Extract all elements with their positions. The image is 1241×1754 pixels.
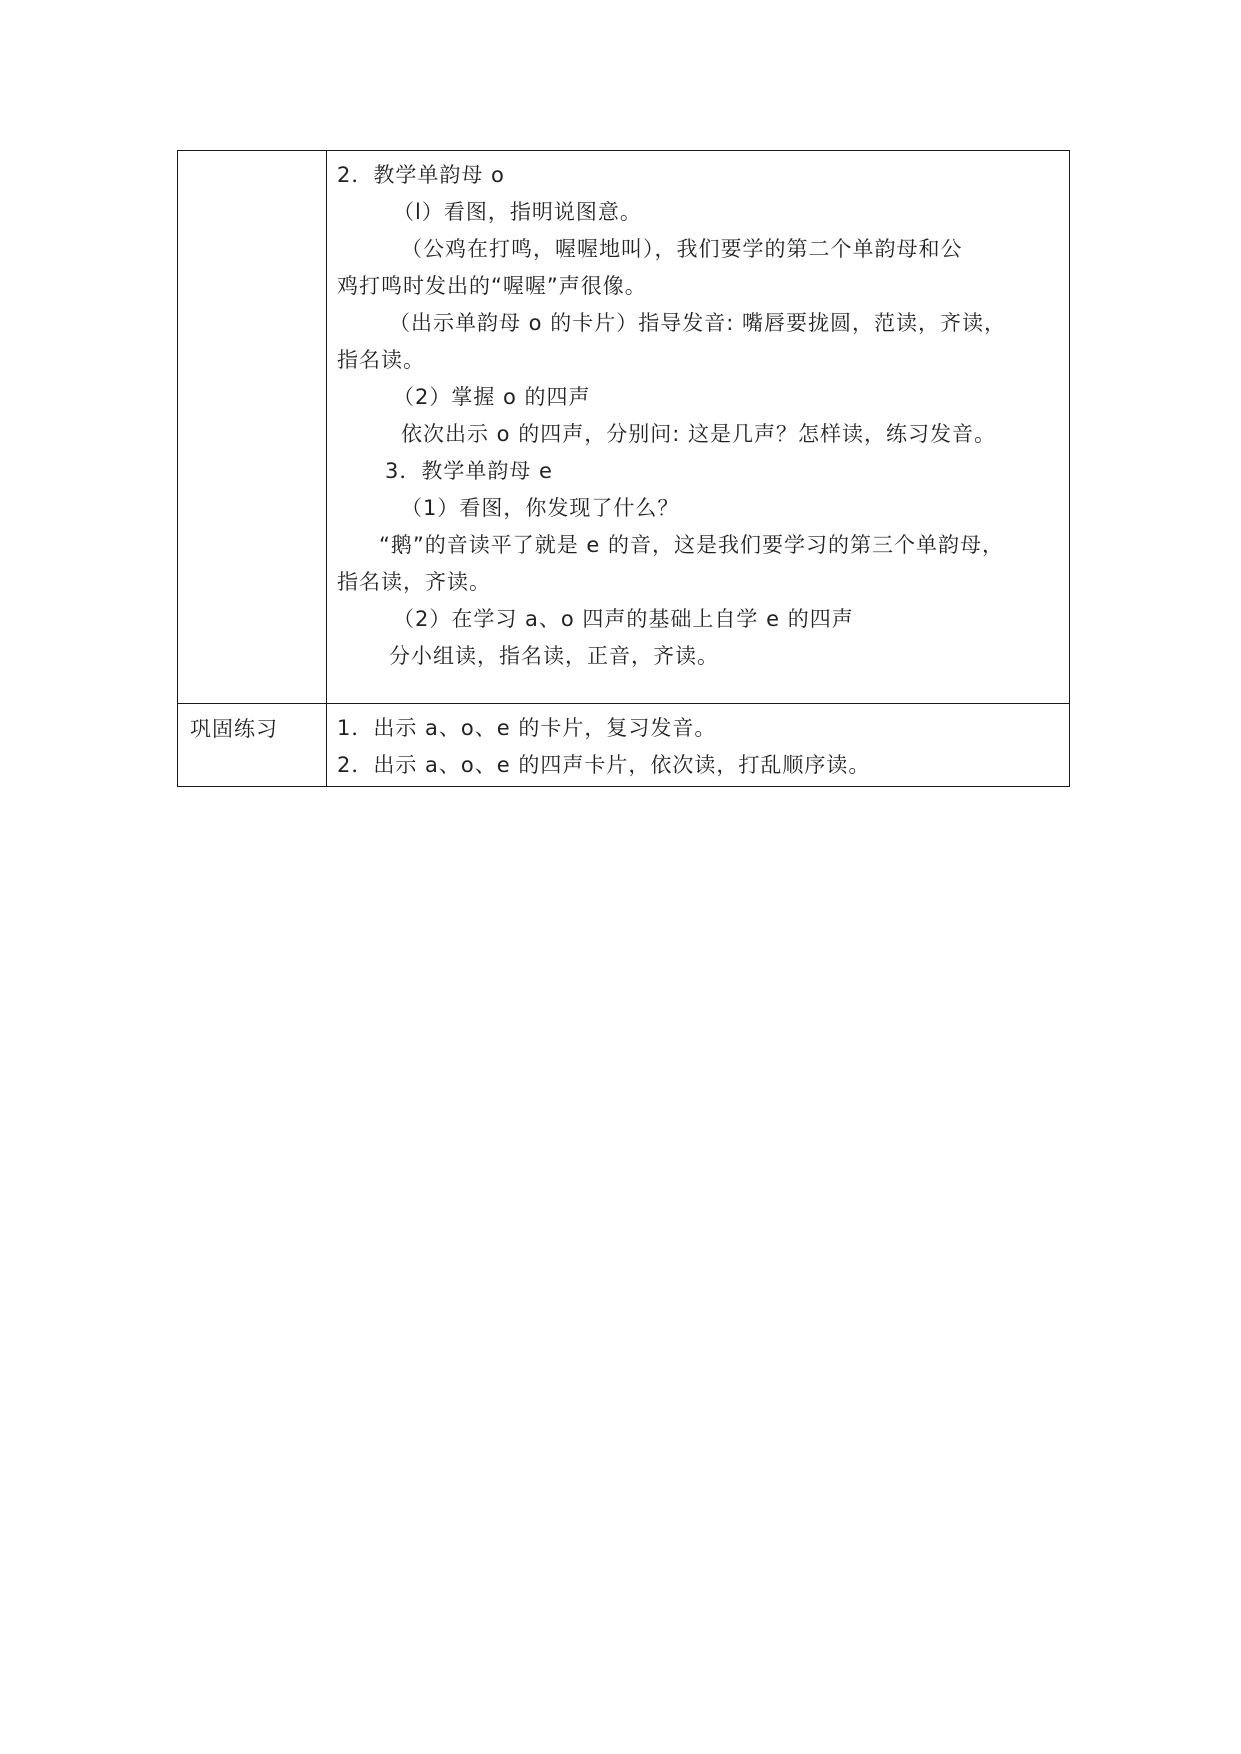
section-content-cell (327, 151, 1070, 704)
text-line: “鹅”的音读平了就是 e 的音，这是我们要学习的第三个单韵母， (379, 533, 1005, 557)
section-label-cell (178, 151, 327, 704)
table-row (178, 704, 1070, 787)
section-content-cell (327, 704, 1070, 787)
section-label: 巩固练习 (190, 717, 278, 741)
section-label (178, 151, 326, 158)
text-line: （公鸡在打鸣，喔喔地叫），我们要学的第二个单韵母和公 (401, 237, 963, 261)
text-line: （l）看图，指明说图意。 (393, 200, 642, 224)
lesson-table (177, 150, 1070, 787)
text-line: 2．教学单韵母 o (337, 163, 505, 187)
text-line: （2）在学习 a、o 四声的基础上自学 e 的四声 (393, 607, 854, 631)
text-line: 分小组读，指名读，正音，齐读。 (389, 644, 719, 668)
text-line: 鸡打鸣时发出的“喔喔”声很像。 (337, 274, 647, 298)
text-line: 指名读。 (337, 348, 425, 372)
text-line: （1）看图，你发现了什么？ (401, 496, 680, 520)
text-line: 指名读，齐读。 (337, 570, 491, 594)
section-label-cell (178, 704, 327, 787)
text-line: 1．出示 a、o、e 的卡片，复习发音。 (337, 716, 717, 740)
text-line: 2．出示 a、o、e 的四声卡片，依次读，打乱顺序读。 (337, 753, 871, 777)
text-line: 3．教学单韵母 e (385, 459, 553, 483)
text-line: 依次出示 o 的四声，分别问: 这是几声？怎样读，练习发音。 (401, 422, 996, 446)
section-content (327, 151, 1069, 675)
text-line: （2）掌握 o 的四声 (393, 385, 591, 409)
blank-line (327, 675, 1069, 703)
text-line: （出示单韵母 o 的卡片）指导发音: 嘴唇要拢圆，范读，齐读， (389, 311, 1006, 335)
table-row (178, 151, 1070, 704)
section-content (327, 704, 1069, 786)
